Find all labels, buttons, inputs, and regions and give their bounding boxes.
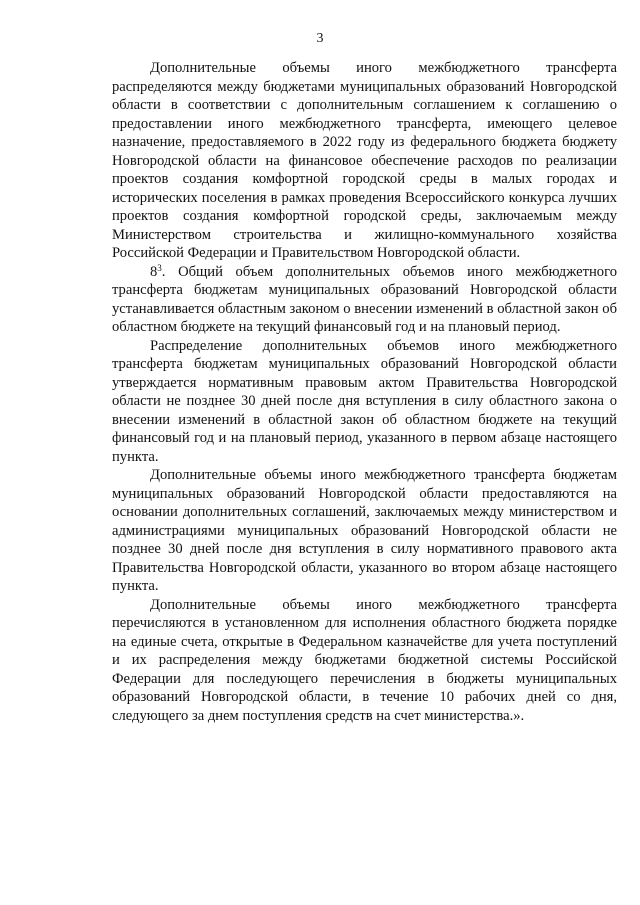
paragraph-distribution: Дополнительные объемы иного межбюджетного трансферта распределяются между бюджетами муниципальных образований Новгородской области в соответствии с дополнительным соглашением к соглашению о предоставлении иного межбюджетного трансферта, имеющего целевое назначение, предоставляемого в 2022 году из федерального бюджета бюджету Новгородской области на финансовое обеспечение расходов по реализации проектов создания комфортной городской среды в малых городах и исторических поселения в рамках проведения Всероссийского конкурса лучших проектов создания комфортной городской среды, заключаемым между Министерством строительства и жилищно-коммунального хозяйства Российской Федерации и Правительством Новгородской области. [112, 60, 617, 261]
paragraph-item-8-3 [112, 263, 617, 337]
item-number: 8 [150, 263, 158, 280]
paragraph-transfer: Дополнительные объемы иного межбюджетного трансферта перечисляются в установленном для исполнения областного бюджета порядке на единые счета, открытые в Федеральном казначействе для учета поступлений и их распределения между бюджетами бюджетной системы Российской Федерации для последующего перечисления в бюджеты муниципальных образований Новгородской области, в течение 10 рабочих дней со дня, следующего за днем поступления средств на счет министерства.». [112, 596, 617, 724]
page-number: 3 [316, 31, 324, 46]
paragraph-agreements: Дополнительные объемы иного межбюджетного трансферта бюджетам муниципальных образований Новгородской области предоставляются на основании дополнительных соглашений, заключаемых между министерством и администрациями муниципальных образований Новгородской области не позднее 30 дней после дня вступления в силу нормативного правового акта Правительства Новгородской области, указанного во втором абзаце настоящего пункта. [112, 467, 617, 594]
paragraph-approval: Распределение дополнительных объемов иного межбюджетного трансферта бюджетам муниципальных образований Новгородской области утверждается нормативным правовым актом Правительства Новгородской области не позднее 30 дней после дня вступления в силу областного закона о внесении изменений в областной закон об областном бюджете на текущий финансовый год и на плановый период, указанного в первом абзаце настоящего пункта. [112, 337, 617, 465]
item-text: . Общий объем дополнительных объемов иного межбюджетного трансферта бюджетам муниципальных образований Новгородской области устанавливается областным законом о внесении изменений в областной закон об областном бюджете на текущий финансовый год и на плановый период. [112, 263, 617, 335]
item-number-superscript: 3 [157, 262, 162, 273]
document-body [112, 59, 617, 725]
